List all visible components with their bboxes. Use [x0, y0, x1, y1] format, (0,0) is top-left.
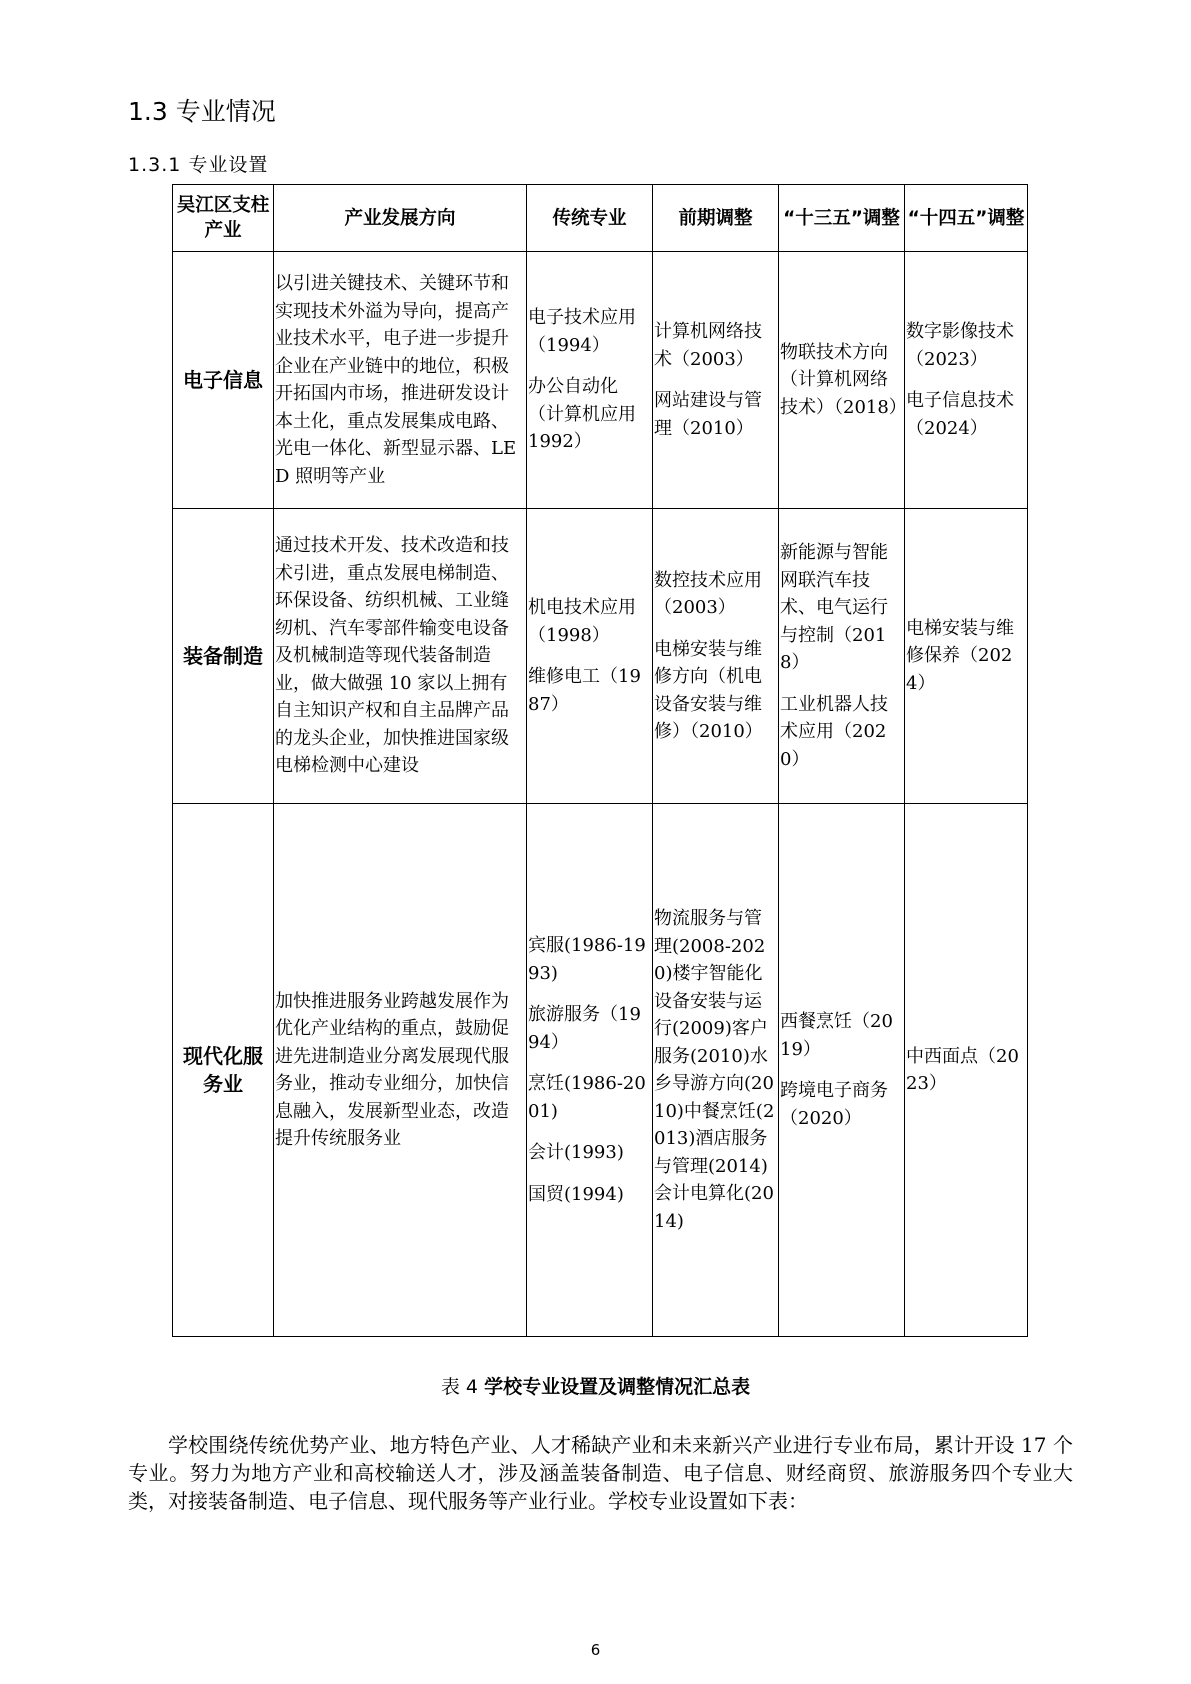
- page-number: 6: [590, 1641, 601, 1659]
- header-thirteenth: “十三五”调整: [779, 185, 905, 252]
- section-heading: 1.3 专业情况: [128, 97, 276, 126]
- industry-cell: 现代化服务业: [173, 804, 274, 1337]
- early-item: 电梯安装与维修方向（机电设备安装与维修）（2010）: [654, 638, 763, 742]
- direction-cell: 以引进关键技术、关键环节和实现技术外溢为导向，提高产业技术水平，电子进一步提升企业在产业链中的地位，积极开拓国内市场，推进研发设计本土化，重点发展集成电路、光电一体化、新型显示器、LED 照明等产业: [274, 252, 527, 509]
- traditional-item: 机电技术应用（1998）: [528, 597, 636, 646]
- traditional-item: 办公自动化（计算机应用 1992）: [528, 376, 636, 453]
- header-fourteenth: “十四五”调整: [905, 185, 1028, 252]
- traditional-item: 电子技术应用（1994）: [528, 307, 636, 356]
- early-cell: [653, 252, 779, 509]
- thirteenth-item: 工业机器人技术应用（2020）: [780, 693, 888, 770]
- traditional-item: 会计(1993): [528, 1142, 624, 1163]
- specialty-table: [172, 184, 1028, 1337]
- traditional-item: 烹饪(1986-2001): [528, 1073, 646, 1122]
- thirteenth-cell: [779, 252, 905, 509]
- traditional-cell: [527, 804, 653, 1337]
- fourteenth-cell: [905, 509, 1028, 804]
- traditional-item: 宾服(1986-1993): [528, 935, 646, 984]
- traditional-item: 旅游服务（1994）: [528, 1004, 641, 1053]
- early-cell: [653, 509, 779, 804]
- thirteenth-cell: [779, 509, 905, 804]
- traditional-item: 维修电工（1987）: [528, 666, 641, 715]
- early-item: 网站建设与管理（2010）: [654, 390, 762, 439]
- header-traditional: 传统专业: [527, 185, 653, 252]
- caption-number: 表 4: [440, 1376, 479, 1398]
- table-row: [173, 252, 1028, 509]
- subsection-heading: 1.3.1 专业设置: [128, 154, 269, 176]
- direction-cell: 加快推进服务业跨越发展作为优化产业结构的重点，鼓励促进先进制造业分离发展现代服务业，推动专业细分，加快信息融入，发展新型业态，改造提升传统服务业: [274, 804, 527, 1337]
- traditional-cell: [527, 252, 653, 509]
- industry-cell: 装备制造: [173, 509, 274, 804]
- thirteenth-item: 西餐烹饪（2019）: [780, 1011, 893, 1060]
- fourteenth-cell: [905, 252, 1028, 509]
- body-paragraph: 学校围绕传统优势产业、地方特色产业、人才稀缺产业和未来新兴产业进行专业布局，累计开设 17 个专业。努力为地方产业和高校输送人才，涉及涵盖装备制造、电子信息、财经商贸、旅游服务四个专业大类，对接装备制造、电子信息、现代服务等产业行业。学校专业设置如下表：: [128, 1433, 1073, 1513]
- table-caption: [0, 1372, 1191, 1399]
- early-item: 计算机网络技术（2003）: [654, 321, 762, 370]
- caption-text: 学校专业设置及调整情况汇总表: [484, 1376, 751, 1398]
- fourteenth-item: 电子信息技术（2024）: [906, 390, 1014, 439]
- table-row: [173, 509, 1028, 804]
- fourteenth-cell: [905, 804, 1028, 1337]
- table-header-row: [173, 185, 1028, 252]
- thirteenth-cell: [779, 804, 905, 1337]
- header-industry: 吴江区支柱产业: [173, 185, 274, 252]
- header-direction: 产业发展方向: [274, 185, 527, 252]
- early-item: 数控技术应用（2003）: [654, 569, 762, 618]
- table-row: [173, 804, 1028, 1337]
- thirteenth-item: 物联技术方向（计算机网络技术）（2018）: [780, 341, 907, 418]
- fourteenth-item: 电梯安装与维修保养（2024）: [906, 617, 1014, 694]
- early-item: 物流服务与管理(2008-2020)楼宇智能化设备安装与运行(2009)客户服务(2010)水乡导游方向(2010)中餐烹饪(2013)酒店服务与管理(2014)会计电算化(2014): [654, 908, 775, 1232]
- thirteenth-item: 新能源与智能网联汽车技术、电气运行与控制（2018）: [780, 542, 888, 673]
- thirteenth-item: 跨境电子商务（2020）: [780, 1080, 888, 1129]
- industry-cell: 电子信息: [173, 252, 274, 509]
- fourteenth-item: 数字影像技术（2023）: [906, 321, 1014, 370]
- early-cell: [653, 804, 779, 1337]
- header-early: 前期调整: [653, 185, 779, 252]
- traditional-item: 国贸(1994): [528, 1183, 624, 1205]
- direction-cell: 通过技术开发、技术改造和技术引进，重点发展电梯制造、环保设备、纺织机械、工业缝纫机、汽车零部件输变电设备及机械制造等现代装备制造业，做大做强 10 家以上拥有自主知识产权和自主品牌产品的龙头企业，加快推进国家级电梯检测中心建设: [274, 509, 527, 804]
- traditional-cell: [527, 509, 653, 804]
- fourteenth-item: 中西面点（2023）: [906, 1045, 1019, 1094]
